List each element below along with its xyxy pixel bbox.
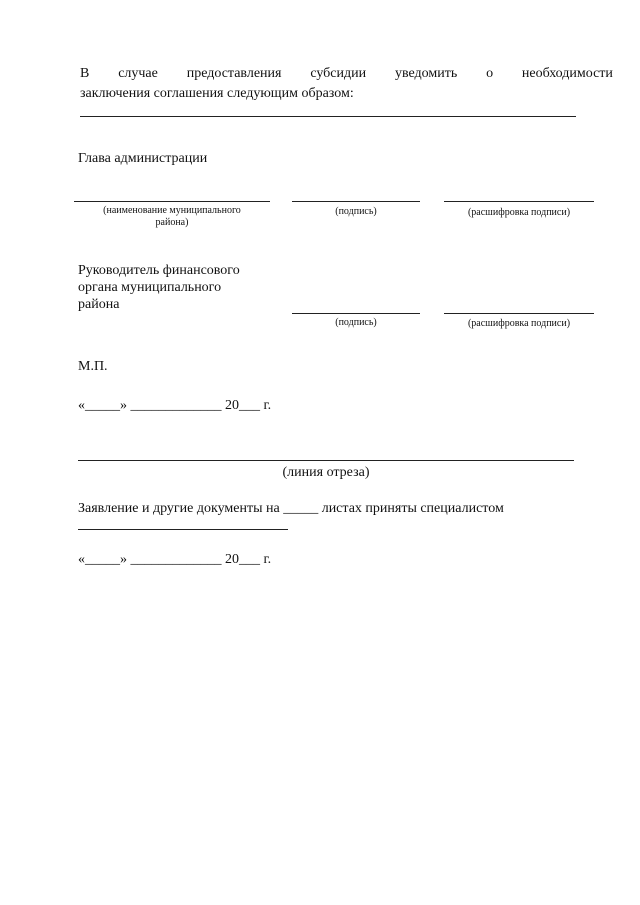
paragraph-word: уведомить [394, 66, 458, 81]
head-caption-signature: (подпись) [335, 206, 377, 217]
finance-caption-signature: (подпись) [335, 317, 377, 328]
receipt-statement: Заявление и другие документы на _____ листах приняты специалистом [78, 501, 504, 516]
paragraph-word: случае [118, 66, 158, 81]
head-decoding-line [444, 201, 594, 202]
finance-caption-decoding: (расшифровка подписи) [467, 318, 571, 329]
cut-line [78, 460, 574, 461]
paragraph-word: о [486, 66, 494, 81]
paragraph-word: В [80, 66, 90, 81]
finance-decoding-line [444, 313, 594, 314]
paragraph-word: субсидии [310, 66, 367, 81]
receipt-specialist-line [78, 529, 288, 530]
finance-signature-line [292, 313, 420, 314]
paragraph-word: предоставления [186, 66, 282, 81]
head-name-line [74, 201, 270, 202]
head-caption-name-2: района) [155, 217, 189, 228]
head-title: Глава администрации [78, 151, 208, 166]
cut-line-label: (линия отреза) [282, 465, 370, 480]
paragraph-line-2: заключения соглашения следующим образом: [80, 86, 354, 101]
finance-title-line-1: Руководитель финансового [78, 263, 240, 278]
head-caption-decoding: (расшифровка подписи) [467, 207, 571, 218]
finance-title-line-2: органа муниципального [78, 280, 222, 295]
notification-method-line [80, 116, 576, 117]
stamp-date: «_____» _____________ 20___ г. [78, 398, 272, 413]
paragraph-word: необходимости [521, 66, 613, 81]
paragraph-line-1 [80, 65, 613, 82]
head-signature-line [292, 201, 420, 202]
receipt-date: «_____» _____________ 20___ г. [78, 552, 272, 567]
stamp-place: М.П. [78, 359, 108, 374]
head-caption-name: (наименование муниципального [103, 205, 241, 216]
finance-title-line-3: района [78, 297, 120, 312]
